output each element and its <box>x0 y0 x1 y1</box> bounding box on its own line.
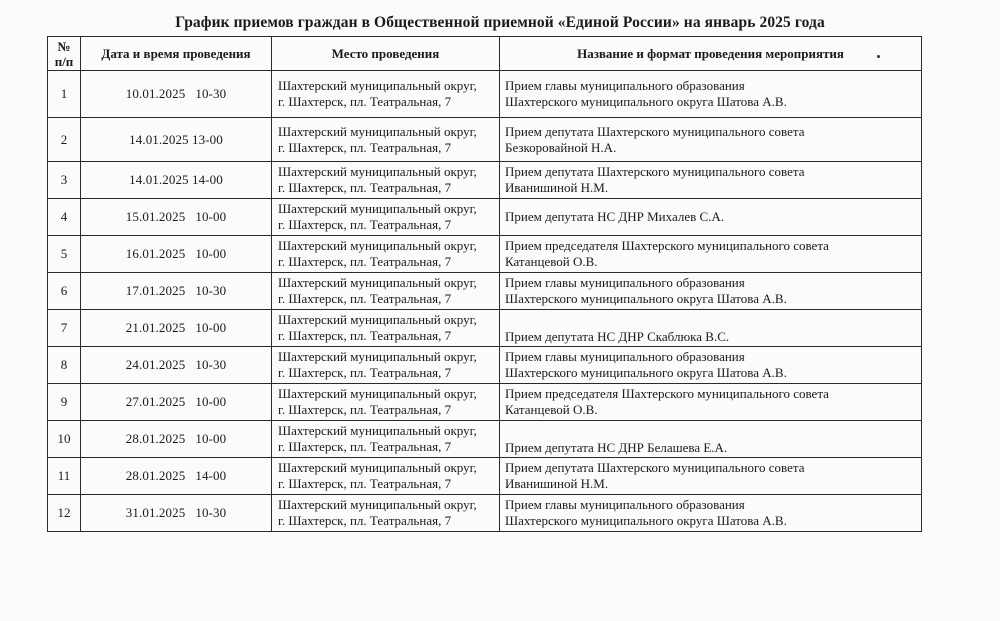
place-line-2: г. Шахтерск, пл. Театральная, 7 <box>278 254 452 269</box>
header-number: № п/п <box>48 37 81 71</box>
row-place <box>272 458 500 495</box>
row-place <box>272 421 500 458</box>
row-number: 12 <box>48 495 81 532</box>
place-line-1: Шахтерский муниципальный округ, <box>278 460 477 475</box>
event-line-2: Безкоровайной Н.А. <box>505 139 617 155</box>
event-line-2: Катанцевой О.В. <box>505 254 598 269</box>
place-line-1: Шахтерский муниципальный округ, <box>278 201 477 216</box>
event-line-2: Иванишиной Н.М. <box>505 476 609 491</box>
row-event <box>500 495 922 532</box>
event-line-2: Шахтерского муниципального округа Шатова А.В. <box>505 94 787 109</box>
row-number: 7 <box>48 310 81 347</box>
place-line-2: г. Шахтерск, пл. Театральная, 7 <box>278 476 452 491</box>
event-line-2: Шахтерского муниципального округа Шатова А.В. <box>505 513 787 528</box>
row-event <box>500 458 922 495</box>
row-number: 2 <box>48 118 81 162</box>
table-row <box>48 71 922 118</box>
table-row <box>48 162 922 199</box>
row-date-time: 28.01.2025 10-00 <box>81 421 272 458</box>
place-line-2: г. Шахтерск, пл. Театральная, 7 <box>278 291 452 306</box>
row-number: 1 <box>48 71 81 118</box>
row-number: 3 <box>48 162 81 199</box>
row-number: 10 <box>48 421 81 458</box>
table-row <box>48 199 922 236</box>
place-line-1: Шахтерский муниципальный округ, <box>278 423 477 438</box>
event-line-1: Прием главы муниципального образования <box>505 497 745 512</box>
row-event <box>500 199 922 236</box>
row-date-time: 24.01.2025 10-30 <box>81 347 272 384</box>
place-line-2: г. Шахтерск, пл. Театральная, 7 <box>278 180 452 195</box>
row-date-time: 28.01.2025 14-00 <box>81 458 272 495</box>
row-place <box>272 310 500 347</box>
place-line-2: г. Шахтерск, пл. Театральная, 7 <box>278 439 452 454</box>
row-place <box>272 199 500 236</box>
row-date-time: 31.01.2025 10-30 <box>81 495 272 532</box>
row-date-time: 10.01.2025 10-30 <box>81 71 272 118</box>
event-line-1: Прием депутата НС ДНР Скаблюка В.С. <box>505 329 730 344</box>
place-line-2: г. Шахтерск, пл. Театральная, 7 <box>278 139 452 155</box>
row-event <box>500 71 922 118</box>
header-date: Дата и время проведения <box>81 37 272 71</box>
header-event: Название и формат проведения мероприятия <box>500 37 922 71</box>
row-event <box>500 162 922 199</box>
place-line-1: Шахтерский муниципальный округ, <box>278 238 477 253</box>
row-number: 11 <box>48 458 81 495</box>
table-row <box>48 347 922 384</box>
place-line-2: г. Шахтерск, пл. Театральная, 7 <box>278 365 452 380</box>
place-line-2: г. Шахтерск, пл. Театральная, 7 <box>278 402 452 417</box>
table-header-row <box>48 37 922 71</box>
document-title: График приемов граждан в Общественной приемной «Единой России» на январь 2025 года <box>175 14 825 31</box>
place-line-1: Шахтерский муниципальный округ, <box>278 123 477 139</box>
place-line-1: Шахтерский муниципальный округ, <box>278 312 477 327</box>
row-place <box>272 118 500 162</box>
event-line-1: Прием председателя Шахтерского муниципального совета <box>505 238 829 253</box>
row-place <box>272 273 500 310</box>
event-line-1: Прием депутата НС ДНР Белашева Е.А. <box>505 440 728 455</box>
event-line-2: Шахтерского муниципального округа Шатова А.В. <box>505 291 787 306</box>
event-line-1: Прием депутата Шахтерского муниципального совета <box>505 460 805 475</box>
row-place <box>272 495 500 532</box>
event-line-1: Прием депутата Шахтерского муниципального совета <box>505 123 805 139</box>
place-line-1: Шахтерский муниципальный округ, <box>278 497 477 512</box>
table-row <box>48 458 922 495</box>
schedule-table <box>47 36 922 532</box>
row-event <box>500 347 922 384</box>
table-row <box>48 310 922 347</box>
row-event <box>500 273 922 310</box>
row-number: 8 <box>48 347 81 384</box>
row-event <box>500 421 922 458</box>
row-date-time: 17.01.2025 10-30 <box>81 273 272 310</box>
place-line-1: Шахтерский муниципальный округ, <box>278 78 477 93</box>
header-place: Место проведения <box>272 37 500 71</box>
row-number: 5 <box>48 236 81 273</box>
row-place <box>272 347 500 384</box>
event-line-1: Прием главы муниципального образования <box>505 349 745 364</box>
event-line-2: Шахтерского муниципального округа Шатова А.В. <box>505 365 787 380</box>
row-date-time: 21.01.2025 10-00 <box>81 310 272 347</box>
row-place <box>272 384 500 421</box>
place-line-2: г. Шахтерск, пл. Театральная, 7 <box>278 94 452 109</box>
table-row <box>48 273 922 310</box>
row-event <box>500 236 922 273</box>
row-place <box>272 71 500 118</box>
event-line-1: Прием депутата НС ДНР Михалев С.А. <box>505 209 725 224</box>
row-number: 4 <box>48 199 81 236</box>
event-line-1: Прием главы муниципального образования <box>505 275 745 290</box>
place-line-2: г. Шахтерск, пл. Театральная, 7 <box>278 328 452 343</box>
event-line-2: Иванишиной Н.М. <box>505 180 609 195</box>
table-row <box>48 118 922 162</box>
row-date-time: 14.01.2025 14-00 <box>81 162 272 199</box>
place-line-1: Шахтерский муниципальный округ, <box>278 386 477 401</box>
event-line-1: Прием главы муниципального образования <box>505 78 745 93</box>
row-place <box>272 236 500 273</box>
row-date-time: 27.01.2025 10-00 <box>81 384 272 421</box>
place-line-1: Шахтерский муниципальный округ, <box>278 349 477 364</box>
row-event <box>500 310 922 347</box>
row-date-time: 15.01.2025 10-00 <box>81 199 272 236</box>
table-row <box>48 236 922 273</box>
event-line-1: Прием председателя Шахтерского муниципального совета <box>505 386 829 401</box>
row-event <box>500 384 922 421</box>
table-row <box>48 421 922 458</box>
place-line-1: Шахтерский муниципальный округ, <box>278 164 477 179</box>
table-row <box>48 384 922 421</box>
row-event <box>500 118 922 162</box>
place-line-2: г. Шахтерск, пл. Театральная, 7 <box>278 217 452 232</box>
table-row <box>48 495 922 532</box>
place-line-2: г. Шахтерск, пл. Театральная, 7 <box>278 513 452 528</box>
row-number: 6 <box>48 273 81 310</box>
row-date-time: 16.01.2025 10-00 <box>81 236 272 273</box>
row-place <box>272 162 500 199</box>
row-date-time: 14.01.2025 13-00 <box>81 118 272 162</box>
event-line-1: Прием депутата Шахтерского муниципального совета <box>505 164 805 179</box>
place-line-1: Шахтерский муниципальный округ, <box>278 275 477 290</box>
row-number: 9 <box>48 384 81 421</box>
event-line-2: Катанцевой О.В. <box>505 402 598 417</box>
